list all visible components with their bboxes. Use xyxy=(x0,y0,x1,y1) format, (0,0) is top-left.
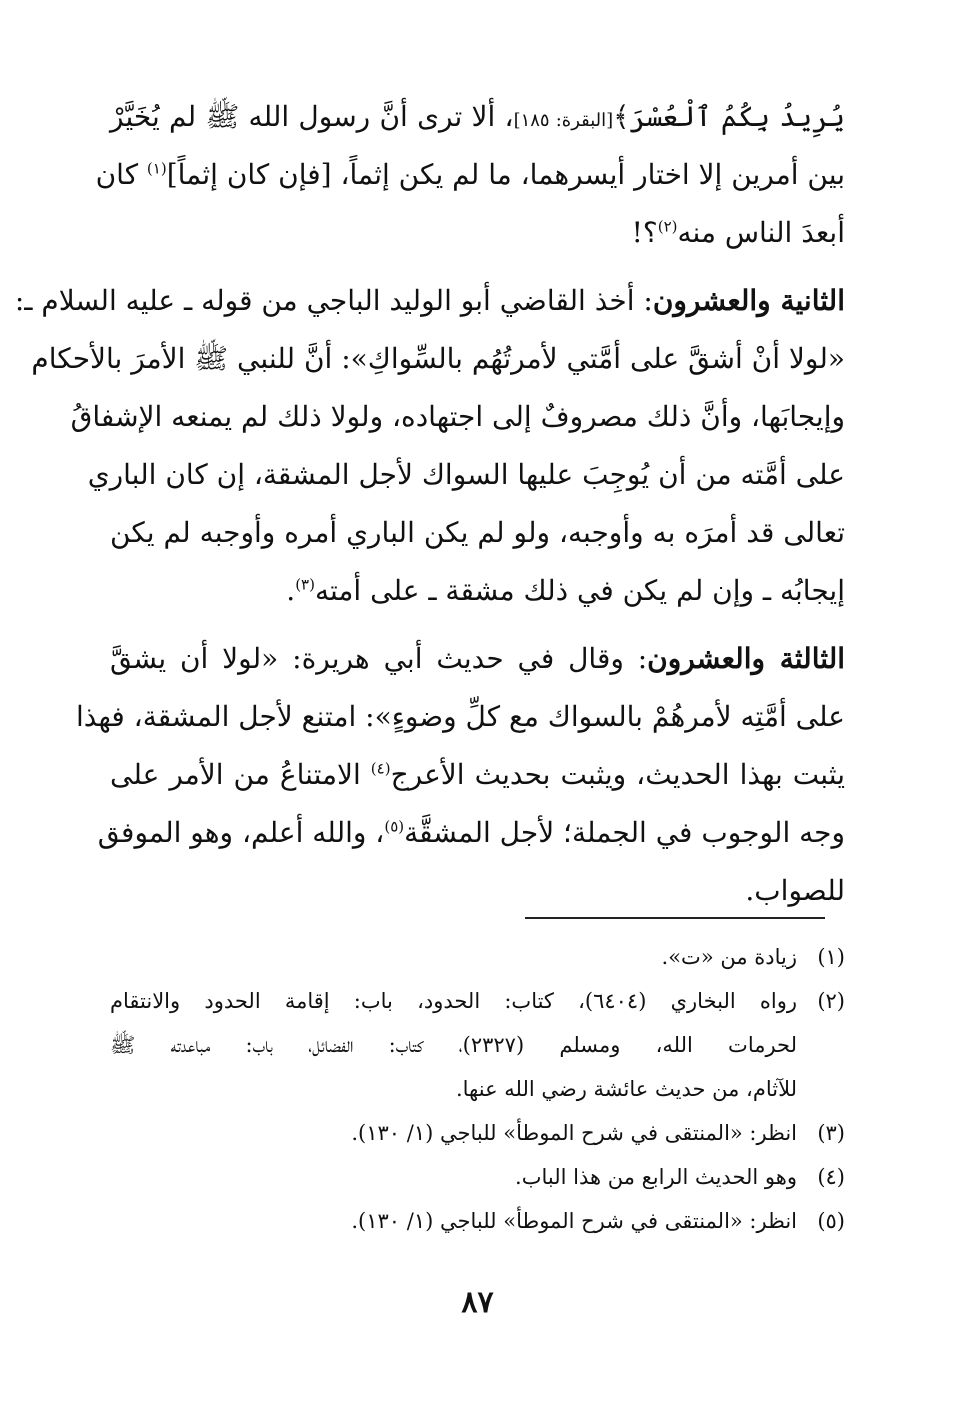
text-line: وإيجابَها، وأنَّ ذلك مصروفٌ إلى اجتهاده، ولولا ذلك لم يمنعه الإشفاقُ xyxy=(70,400,845,433)
section-heading: الثانية والعشرون xyxy=(652,284,845,317)
main-text xyxy=(14,88,845,920)
text-segment: يثبت بهذا الحديث، ويثبت بحديث الأعرج xyxy=(390,758,845,791)
footnote-line: رواه البخاري (٦٤٠٤)، كتاب: الحدود، باب: إقامة الحدود والانتقام xyxy=(110,989,798,1013)
footnote-number: (٣) xyxy=(817,1121,845,1145)
footnote-number: (٥) xyxy=(817,1209,845,1233)
text-line xyxy=(14,272,845,330)
footnote-marker: (٥) xyxy=(384,817,405,836)
footnote-3 xyxy=(110,1111,845,1155)
footnote-marker: (١) xyxy=(146,159,167,178)
footnote-line: زيادة من «ت». xyxy=(661,945,797,969)
footnote-marker: (٤) xyxy=(370,759,391,778)
footnote-line: للآثام، من حديث عائشة رضي الله عنها. xyxy=(455,1077,797,1101)
text-segment: : أخذ القاضي أبو الوليد الباجي من قوله ـ عليه السلام ـ: xyxy=(14,284,653,317)
footnote-line: لحرمات الله، ومسلم (٢٣٢٧)، كتاب: الفضائل، باب: مباعدته ﷺ xyxy=(110,1033,798,1057)
footnote-4 xyxy=(110,1155,845,1199)
text-segment: ، ألا ترى أنَّ رسول الله ﷺ لم يُخَيَّرْ xyxy=(110,100,514,133)
text-segment: : وقال في حديث أبي هريرة: «لولا أن يشقَّ xyxy=(110,642,648,675)
text-line xyxy=(110,204,845,262)
text-line xyxy=(110,630,845,688)
footnote-1 xyxy=(110,935,845,979)
footnote-marker: (٢) xyxy=(657,217,678,236)
text-line: على أمَّته من أن يُوجِبَ عليها السواك لأجل المشقة، إن كان الباري xyxy=(87,458,845,491)
footnotes xyxy=(110,935,845,1243)
paragraph-3 xyxy=(76,630,845,920)
text-segment: وجه الوجوب في الجملة؛ لأجل المشقَّة xyxy=(404,816,845,849)
footnote-text xyxy=(110,935,797,979)
footnote-line: انظر: «المنتقى في شرح الموطأ» للباجي (١/ ١٣٠). xyxy=(351,1121,797,1145)
text-line: على أمَّتِه لأمرهُمْ بالسواك مع كلِّ وضوءٍ»: امتنع لأجل المشقة، فهذا xyxy=(76,700,845,733)
footnote-text xyxy=(110,979,797,1111)
footnote-5 xyxy=(110,1199,845,1243)
footnote-text xyxy=(110,1155,797,1199)
footnote-number: (٤) xyxy=(817,1165,845,1189)
footnote-line: انظر: «المنتقى في شرح الموطأ» للباجي (١/ ١٣٠). xyxy=(351,1209,797,1233)
text-line xyxy=(97,804,845,862)
footnote-number: (٢) xyxy=(817,989,845,1013)
paragraph-1 xyxy=(95,88,845,262)
quran-verse: يُرِيدُ بِكُمُ ٱلْعُسْرَ﴾ xyxy=(613,100,845,133)
text-segment: بين أمرين إلا اختار أيسرهما، ما لم يكن إثماً، [فإن كان إثماً] xyxy=(166,158,845,191)
footnote-text xyxy=(110,1111,797,1155)
text-segment: ، والله أعلم، وهو الموفق xyxy=(97,816,385,849)
footnote-2 xyxy=(110,979,845,1111)
section-heading: الثالثة والعشرون xyxy=(647,642,845,675)
footnote-line: وهو الحديث الرابع من هذا الباب. xyxy=(515,1165,797,1189)
text-line xyxy=(110,88,845,146)
footnote-number: (١) xyxy=(817,945,845,969)
footnote-text xyxy=(110,1199,797,1243)
footnote-divider xyxy=(525,917,825,919)
text-line: تعالى قد أمرَه به وأوجبه، ولو لم يكن الباري أمره وأوجبه لم يكن xyxy=(110,516,845,549)
text-line xyxy=(95,146,845,204)
page-number: ٨٧ xyxy=(461,1285,494,1320)
text-line xyxy=(110,562,845,620)
text-line: «لولا أنْ أشقَّ على أمَّتي لأمرتُهُم بالسِّواكِ»: أنَّ للنبي ﷺ الأمرَ بالأحكام xyxy=(31,342,845,375)
text-line xyxy=(110,746,845,804)
text-segment: إيجابُه ـ وإن لم يكن في ذلك مشقة ـ على أمته xyxy=(314,574,845,607)
paragraph-2 xyxy=(14,272,845,620)
text-segment: الامتناعُ من الأمر على xyxy=(110,758,371,791)
text-segment: . xyxy=(286,574,296,607)
text-segment: أبعدَ الناس منه xyxy=(677,216,845,249)
text-segment: كان xyxy=(95,158,147,191)
text-line: للصواب. xyxy=(745,874,845,907)
text-segment: ؟! xyxy=(631,216,658,249)
quran-reference: [البقرة: ١٨٥] xyxy=(513,110,614,131)
footnote-marker: (٣) xyxy=(295,575,315,594)
